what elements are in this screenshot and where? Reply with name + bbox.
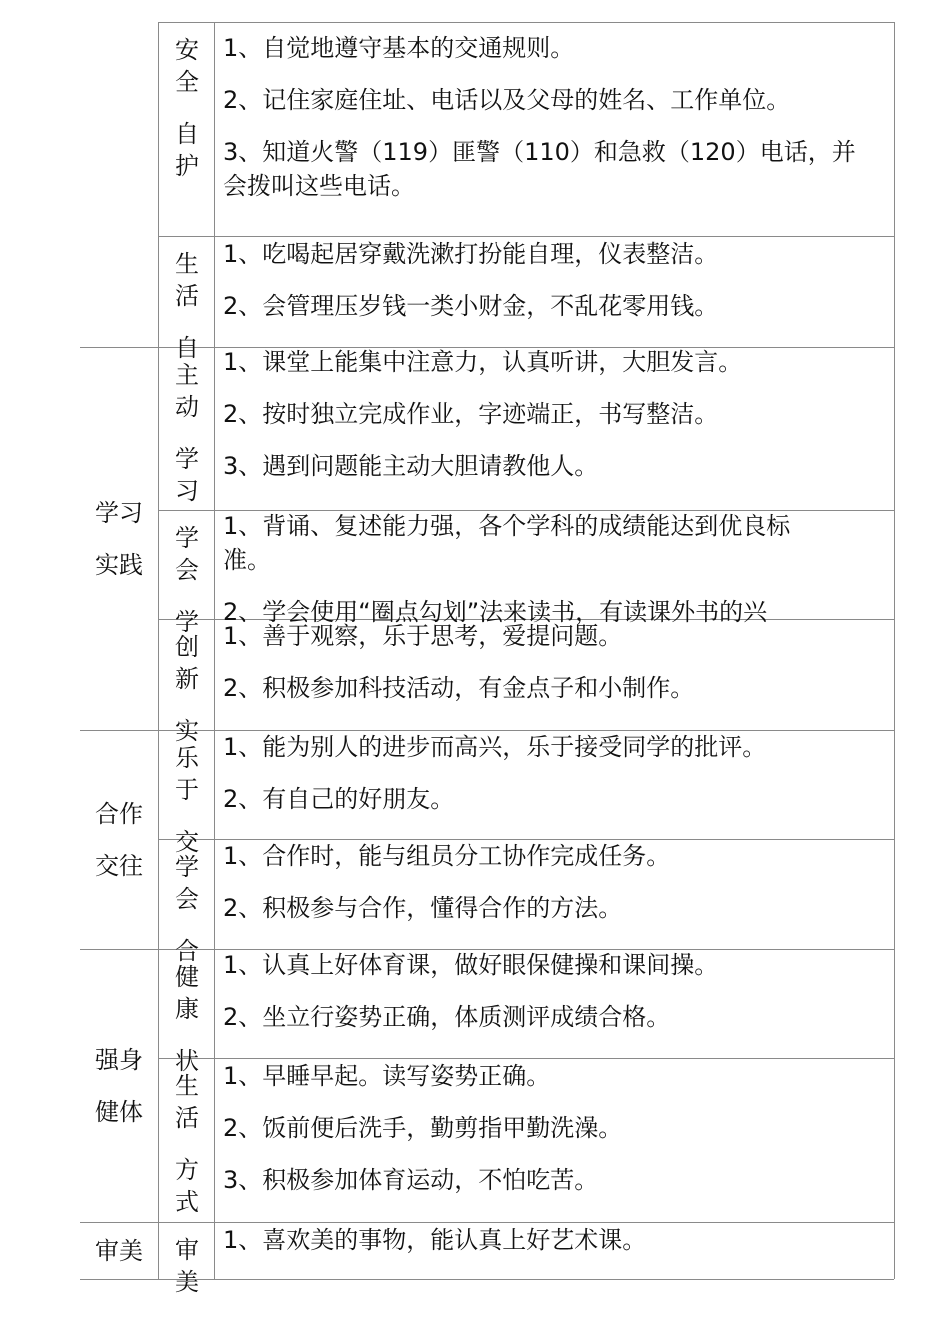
category-line: 实践 bbox=[95, 551, 143, 579]
sub-category-char: 方 bbox=[175, 1156, 199, 1184]
sub-category-char: 式 bbox=[175, 1188, 199, 1216]
sub-category-label bbox=[160, 851, 214, 965]
sub-category-label bbox=[160, 1070, 214, 1221]
category-label bbox=[78, 487, 160, 591]
criteria-cell bbox=[223, 949, 891, 1057]
criteria-item: 2、会管理压岁钱一类小财金，不乱花零用钱。 bbox=[223, 292, 719, 320]
criteria-item: 1、善于观察，乐于思考，爱提问题。 bbox=[223, 622, 623, 650]
sub-category-label bbox=[160, 248, 214, 362]
category-label bbox=[78, 788, 160, 892]
criteria-item: 1、吃喝起居穿戴洗漱打扮能自理，仪表整洁。 bbox=[223, 240, 719, 268]
sub-category-char: 动 bbox=[175, 393, 199, 421]
criteria-cell bbox=[223, 1058, 891, 1221]
category-line: 健体 bbox=[95, 1098, 143, 1126]
sub-category-char: 创 bbox=[175, 633, 199, 661]
sub-category-char: 交 bbox=[175, 828, 199, 856]
criteria-item: 1、早睡早起。读写姿势正确。 bbox=[223, 1062, 551, 1090]
criteria-item: 3、积极参加体育运动，不怕吃苦。 bbox=[223, 1166, 599, 1194]
criteria-item: 1、合作时，能与组员分工协作完成任务。 bbox=[223, 842, 671, 870]
criteria-item: 3、知道火警（119）匪警（110）和急救（120）电话，并 bbox=[223, 138, 856, 166]
sub-category-label bbox=[160, 961, 214, 1075]
sub-category-char: 护 bbox=[175, 152, 199, 180]
sub-category-char: 于 bbox=[175, 776, 199, 804]
category-line: 审美 bbox=[95, 1237, 143, 1265]
sub-category-char: 新 bbox=[175, 665, 199, 693]
criteria-cell bbox=[223, 347, 891, 509]
criteria-item: 2、按时独立完成作业，字迹端正，书写整洁。 bbox=[223, 400, 719, 428]
sub-category-char: 安 bbox=[175, 36, 199, 64]
criteria-item: 1、认真上好体育课，做好眼保健操和课间操。 bbox=[223, 951, 719, 979]
sub-category-char: 合 bbox=[175, 937, 199, 965]
criteria-cell bbox=[223, 730, 891, 838]
category-line: 合作 bbox=[95, 800, 143, 828]
criteria-cell bbox=[223, 22, 891, 235]
criteria-item: 2、记住家庭住址、电话以及父母的姓名、工作单位。 bbox=[223, 86, 791, 114]
sub-category-char: 全 bbox=[175, 68, 199, 96]
sub-category-label bbox=[160, 34, 214, 235]
sub-category-label bbox=[160, 1234, 214, 1296]
category-line: 强身 bbox=[95, 1046, 143, 1074]
sub-category-char: 学 bbox=[175, 608, 199, 636]
criteria-cell bbox=[223, 510, 891, 626]
criteria-item: 1、喜欢美的事物，能认真上好艺术课。 bbox=[223, 1226, 647, 1254]
sub-category-char: 学 bbox=[175, 445, 199, 473]
table-rule-vertical bbox=[214, 22, 215, 1279]
sub-category-char: 生 bbox=[175, 250, 199, 278]
sub-category-char: 自 bbox=[175, 334, 199, 362]
criteria-item: 3、遇到问题能主动大胆请教他人。 bbox=[223, 452, 599, 480]
criteria-item: 2、积极参与合作，懂得合作的方法。 bbox=[223, 894, 623, 922]
sub-category-char: 学 bbox=[175, 853, 199, 881]
sub-category-char: 健 bbox=[175, 963, 199, 991]
sub-category-char: 习 bbox=[175, 477, 199, 505]
category-label bbox=[78, 1225, 160, 1277]
criteria-cell bbox=[223, 236, 891, 346]
criteria-item: 2、积极参加科技活动，有金点子和小制作。 bbox=[223, 674, 695, 702]
table-rule-vertical bbox=[894, 22, 895, 1279]
criteria-item: 1、能为别人的进步而高兴，乐于接受同学的批评。 bbox=[223, 733, 767, 761]
criteria-item: 会拨叫这些电话。 bbox=[223, 172, 415, 200]
category-line: 学习 bbox=[95, 499, 143, 527]
criteria-item: 2、饭前便后洗手，勤剪指甲勤洗澡。 bbox=[223, 1114, 623, 1142]
sub-category-char: 实 bbox=[175, 717, 199, 745]
sub-category-char: 生 bbox=[175, 1072, 199, 1100]
sub-category-char: 乐 bbox=[175, 744, 199, 772]
criteria-cell bbox=[223, 839, 891, 948]
criteria-item: 2、有自己的好朋友。 bbox=[223, 785, 455, 813]
criteria-item: 2、学会使用“圈点勾划”法来读书，有读课外书的兴 bbox=[223, 598, 768, 626]
category-label bbox=[78, 1034, 160, 1138]
sub-category-char: 会 bbox=[175, 556, 199, 584]
sub-category-char: 会 bbox=[175, 885, 199, 913]
sub-category-label bbox=[160, 522, 214, 636]
sub-category-label bbox=[160, 359, 214, 509]
sub-category-char: 状 bbox=[175, 1047, 199, 1075]
sub-category-char: 康 bbox=[175, 995, 199, 1023]
sub-category-label bbox=[160, 631, 214, 745]
criteria-item: 2、坐立行姿势正确，体质测评成绩合格。 bbox=[223, 1003, 671, 1031]
criteria-item: 准。 bbox=[223, 546, 271, 574]
sub-category-char: 自 bbox=[175, 120, 199, 148]
sub-category-char: 学 bbox=[175, 524, 199, 552]
sub-category-char: 主 bbox=[175, 361, 199, 389]
criteria-cell bbox=[223, 619, 891, 729]
criteria-cell bbox=[223, 1222, 891, 1278]
sub-category-char: 美 bbox=[175, 1268, 199, 1296]
category-line: 交往 bbox=[95, 852, 143, 880]
sub-category-char: 审 bbox=[175, 1236, 199, 1264]
criteria-item: 1、自觉地遵守基本的交通规则。 bbox=[223, 34, 575, 62]
criteria-item: 1、背诵、复述能力强，各个学科的成绩能达到优良标 bbox=[223, 512, 791, 540]
sub-category-label bbox=[160, 742, 214, 856]
sub-category-char: 活 bbox=[175, 1104, 199, 1132]
sub-category-char: 活 bbox=[175, 282, 199, 310]
criteria-item: 1、课堂上能集中注意力，认真听讲，大胆发言。 bbox=[223, 348, 743, 376]
